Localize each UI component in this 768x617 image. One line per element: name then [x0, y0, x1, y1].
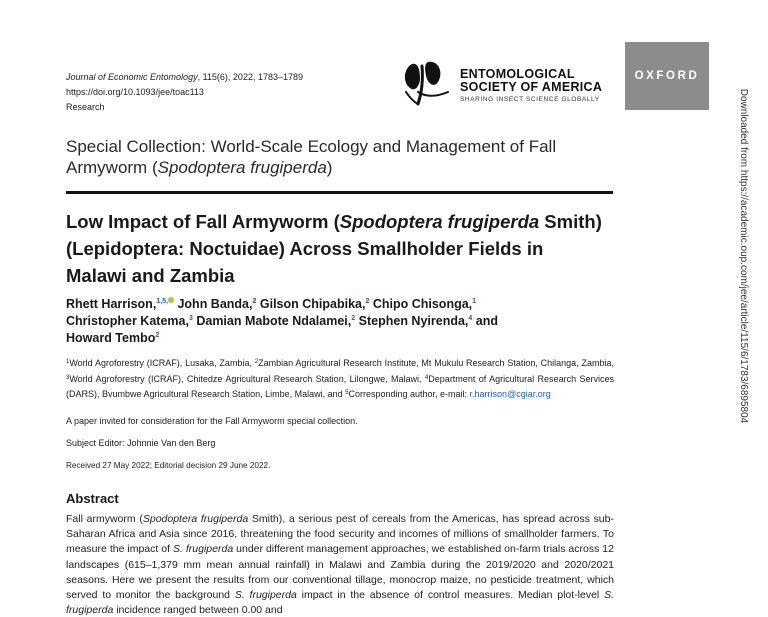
received-dates: Received 27 May 2022; Editorial decision 29 June 2022.	[66, 461, 271, 470]
abstract-species: Spodoptera frugiperda	[142, 513, 249, 525]
author-affiliation-sup: 2	[252, 298, 257, 305]
orcid-icon[interactable]	[168, 297, 174, 303]
collection-suffix: )	[326, 158, 333, 177]
author-name[interactable]: Howard Tembo	[66, 331, 156, 345]
journal-name: Journal of Economic Entomology	[66, 72, 198, 82]
article-section: Research	[66, 102, 105, 112]
collection-species: Spodoptera frugiperda	[157, 158, 327, 177]
affiliation-sup: 4	[424, 374, 429, 381]
affiliation-sup: 3	[66, 374, 70, 381]
affiliation-sup: 5	[345, 390, 349, 396]
society-tagline: SHARING INSECT SCIENCE GLOBALLY	[460, 96, 600, 103]
esa-logo	[398, 58, 618, 108]
affiliation-text: Corresponding author, e-mail:	[348, 389, 470, 399]
author-affiliation-sup: 2	[351, 315, 356, 322]
journal-citation-block	[66, 70, 303, 115]
publisher-name: OXFORD	[634, 70, 700, 82]
author-name[interactable]: Chipo Chisonga,	[372, 297, 473, 311]
abstract-text	[66, 512, 614, 617]
author-name[interactable]: Stephen Nyirenda,	[358, 314, 469, 328]
affiliations	[66, 356, 614, 403]
download-url: Downloaded from https://academic.oup.com/jee/article/115/6/1783/6895804	[738, 88, 749, 424]
abstract-text-segment: Smith), a serious pest of cereals from the Americas, has spread across sub-Saharan Africa and Asia since 2016, threatening the food security and incomes of millions of smallholder farmers. To measure the impact of	[66, 513, 614, 556]
abstract-text-segment: impact in the absence of control measures. Median plot-level	[296, 589, 605, 602]
author-affiliation-sup: 4	[468, 315, 473, 322]
abstract-text-segment: under different management approaches, we established on-farm trials across 12 landscapes (615–1,379 mm mean annual rainfall) in Malawi and Zambia during the 2019/2020 and 2020/2021 seasons. Here we present the results from our conventional tillage, monocrop maize, no pesticide treatment, which served to monitor the background	[66, 543, 614, 602]
affiliation-text: World Agroforestry (ICRAF), Lusaka, Zambia,	[69, 358, 255, 368]
author-affiliation-sup: 2	[365, 298, 370, 305]
author-affiliation-sup: 1,5,	[156, 298, 168, 305]
author-conjunction: and	[475, 314, 499, 328]
journal-volume-pages: , 115(6), 2022, 1783–1789	[197, 72, 303, 82]
title-divider	[66, 191, 613, 194]
special-collection-heading	[66, 136, 586, 178]
download-watermark	[740, 0, 758, 617]
abstract-species: S. frugiperda	[234, 589, 297, 602]
society-name-line1: ENTOMOLOGICAL	[460, 67, 575, 81]
author-affiliation-sup: 1	[472, 298, 477, 305]
email-link[interactable]: r.harrison@cgiar.org	[469, 389, 551, 399]
oxford-logo	[625, 42, 709, 110]
society-name-line2: SOCIETY OF AMERICA	[460, 80, 603, 94]
author-list	[66, 296, 606, 347]
author-name[interactable]: Christopher Katema,	[66, 314, 189, 328]
journal-citation	[66, 70, 303, 85]
abstract-species: S. frugiperda	[173, 543, 234, 556]
abstract-species: S. frugiperda	[66, 589, 614, 617]
collection-prefix: Special Collection: World-Scale Ecology and Management of Fall Armyworm (	[66, 137, 557, 177]
title-species: Spodoptera frugiperda	[339, 211, 540, 232]
insect-logo-icon	[398, 58, 452, 108]
author-name[interactable]: Damian Mabote Ndalamei,	[196, 314, 352, 328]
affiliation-sup: 1	[66, 359, 70, 365]
affiliation-sup: 2	[254, 359, 259, 365]
subject-editor: Subject Editor: Johnnie Van den Berg	[66, 438, 216, 448]
affiliation-text: Department of Agricultural Research Services (DARS), Bvumbwe Agricultural Research Station, Limbe, Malawi, and	[66, 373, 614, 399]
author-name[interactable]: Rhett Harrison,	[66, 297, 157, 311]
article-title	[66, 208, 606, 289]
author-affiliation-sup: 3	[188, 315, 193, 322]
author-name[interactable]: John Banda,	[177, 297, 253, 311]
affiliation-text: World Agroforestry (ICRAF), Chitedze Agricultural Research Station, Lilongwe, Malawi,	[69, 373, 425, 384]
author-affiliation-sup: 2	[155, 332, 160, 339]
title-part2: Smith) (Lepidoptera: Noctuidae) Across Smallholder Fields in Malawi and Zambia	[66, 211, 602, 286]
title-part1: Low Impact of Fall Armyworm (	[66, 211, 340, 232]
author-name[interactable]: Gilson Chipabika,	[259, 297, 366, 311]
affiliation-text: Zambian Agricultural Research Institute, Mt Mukulu Research Station, Chilanga, Zambia,	[258, 358, 615, 368]
abstract-text-segment: Fall armyworm (	[66, 513, 143, 525]
invited-note: A paper invited for consideration for the Fall Armyworm special collection.	[66, 416, 358, 426]
abstract-text-segment: incidence ranged between 0.00 and	[113, 604, 283, 617]
doi-link[interactable]: https://doi.org/10.1093/jee/toac113	[66, 87, 204, 97]
abstract-heading: Abstract	[66, 491, 119, 506]
